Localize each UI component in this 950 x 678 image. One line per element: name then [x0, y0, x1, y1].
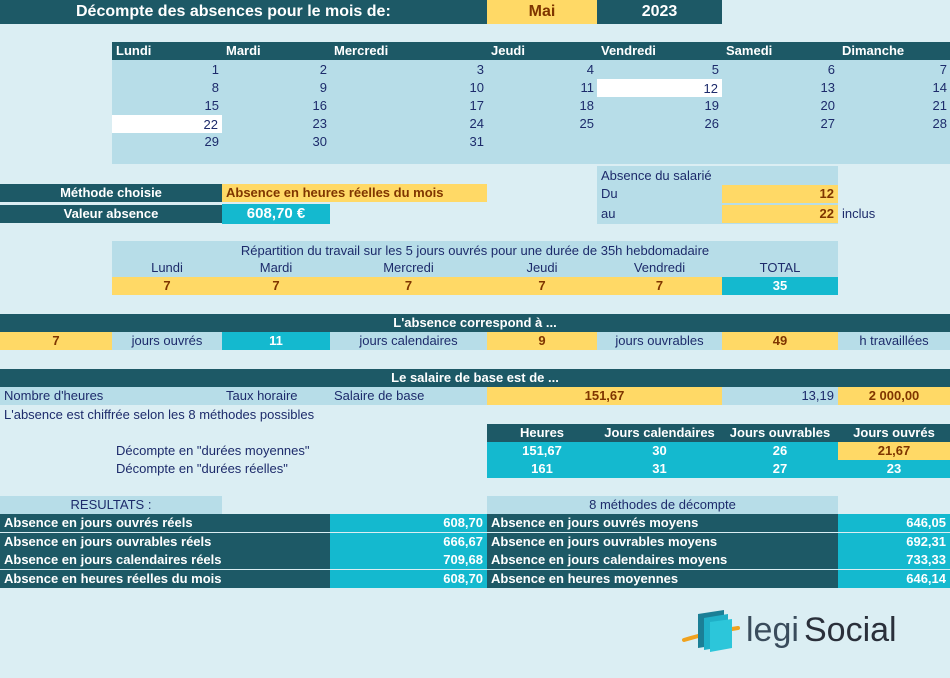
hours-value: 151,67 — [487, 387, 722, 405]
result-left-label: Absence en jours ouvrables réels — [0, 533, 330, 551]
count-header-2: Jours ouvrables — [722, 424, 838, 442]
calendar-day[interactable]: 20 — [820, 98, 835, 113]
distribution-title: Répartition du travail sur les 5 jours ouvrés pour une durée de 35h hebdomadaire — [240, 243, 710, 258]
calendar-day[interactable]: 15 — [204, 98, 219, 113]
result-right-value: 733,33 — [838, 551, 950, 569]
inclusive-label: inclus — [842, 206, 876, 221]
result-right-value: 646,05 — [838, 514, 950, 532]
correspondence-title: L'absence correspond à ... — [0, 314, 950, 332]
calendar-day[interactable] — [838, 133, 950, 151]
count-value: 23 — [838, 460, 950, 478]
distribution-header-1: Mardi — [259, 260, 293, 275]
result-left-label: Absence en jours ouvrés réels — [0, 514, 330, 532]
calendar-day[interactable]: 19 — [704, 98, 719, 113]
calendar-day[interactable]: 10 — [469, 80, 484, 95]
from-label: Du — [601, 186, 618, 201]
count-value: 30 — [597, 442, 722, 460]
logo-icon — [680, 606, 750, 654]
calendar-day[interactable] — [597, 133, 722, 151]
methods-title: 8 méthodes de décompte — [487, 496, 838, 514]
calendar-day[interactable]: 21 — [932, 98, 947, 113]
calendar-days-value: 11 — [222, 332, 330, 350]
count-row-label: Décompte en "durées moyennes" — [116, 443, 310, 458]
hours-worked-label: h travaillées — [838, 332, 950, 350]
calendar-day[interactable]: 28 — [932, 116, 947, 131]
calendar-day[interactable]: 6 — [827, 62, 835, 77]
distribution-value-5: 35 — [722, 277, 838, 295]
working-days-label: jours ouvrables — [597, 332, 722, 350]
calendar-day[interactable]: 29 — [204, 134, 219, 149]
page-title: Décompte des absences pour le mois de: — [76, 2, 487, 22]
method-label: Méthode choisie — [0, 184, 222, 202]
result-left-value: 608,70 — [330, 570, 487, 588]
absence-value-label: Valeur absence — [0, 205, 222, 223]
distribution-header-2: Mercredi — [383, 260, 434, 275]
absence-value: 608,70 € — [222, 204, 330, 224]
worked-days-value: 7 — [0, 332, 112, 350]
count-header-3: Jours ouvrés — [838, 424, 950, 442]
calendar-header-0: Lundi — [112, 42, 222, 60]
logo-text-legi: legi — [746, 611, 799, 649]
result-left-label: Absence en heures réelles du mois — [0, 570, 330, 588]
calendar-day[interactable]: 27 — [820, 116, 835, 131]
calendar-day[interactable]: 3 — [476, 62, 484, 77]
distribution-value-0[interactable]: 7 — [112, 277, 222, 295]
count-header-1: Jours calendaires — [597, 424, 722, 442]
calendar-header-5: Samedi — [722, 42, 838, 60]
calendar-day[interactable]: 14 — [932, 80, 947, 95]
calendar-day[interactable]: 16 — [312, 98, 327, 113]
to-label: au — [601, 206, 616, 221]
to-value[interactable]: 22 — [722, 205, 838, 223]
count-header-0: Heures — [487, 424, 597, 442]
calendar-day[interactable]: 30 — [312, 134, 327, 149]
employee-absence-title: Absence du salarié — [601, 168, 712, 183]
count-row-label: Décompte en "durées réelles" — [116, 461, 288, 476]
calendar-day[interactable]: 24 — [469, 116, 484, 131]
month-cell[interactable]: Mai — [487, 0, 597, 24]
count-value: 27 — [722, 460, 838, 478]
calendar-header-2: Mercredi — [330, 42, 487, 60]
calendar-day[interactable]: 22 — [112, 115, 222, 133]
result-right-label: Absence en heures moyennes — [487, 570, 838, 588]
count-value: 151,67 — [487, 442, 597, 460]
result-right-value: 646,14 — [838, 570, 950, 588]
calendar-day[interactable]: 26 — [704, 116, 719, 131]
count-value: 31 — [597, 460, 722, 478]
logo-text-social: Social — [804, 611, 897, 649]
calendar-header-1: Mardi — [222, 42, 330, 60]
calendar-day[interactable]: 2 — [319, 62, 327, 77]
result-right-label: Absence en jours ouvrés moyens — [487, 514, 838, 532]
distribution-header-0: Lundi — [151, 260, 183, 275]
worked-days-label: jours ouvrés — [112, 332, 222, 350]
distribution-header-4: Vendredi — [633, 260, 686, 275]
calendar-day[interactable]: 23 — [312, 116, 327, 131]
distribution-value-4[interactable]: 7 — [597, 277, 722, 295]
calendar-header-4: Vendredi — [597, 42, 722, 60]
calendar-day[interactable]: 9 — [319, 80, 327, 95]
distribution-header-3: Jeudi — [526, 260, 558, 275]
calendar-day[interactable] — [722, 133, 838, 151]
result-left-label: Absence en jours calendaires réels — [0, 551, 330, 569]
result-right-value: 692,31 — [838, 533, 950, 551]
base-salary-label: Salaire de base — [334, 388, 425, 403]
calendar-day[interactable]: 5 — [711, 62, 719, 77]
calendar-day[interactable]: 13 — [820, 80, 835, 95]
rate-label: Taux horaire — [226, 388, 298, 403]
year-cell[interactable]: 2023 — [597, 0, 722, 24]
hours-label: Nombre d'heures — [4, 388, 104, 403]
count-value: 21,67 — [838, 442, 950, 460]
calendar-day[interactable] — [487, 133, 597, 151]
result-right-label: Absence en jours calendaires moyens — [487, 551, 838, 569]
calendar-day[interactable]: 31 — [469, 134, 484, 149]
working-days-value: 9 — [487, 332, 597, 350]
distribution-value-3[interactable]: 7 — [487, 277, 597, 295]
calendar-header-6: Dimanche — [838, 42, 950, 60]
calendar-day[interactable]: 25 — [579, 116, 594, 131]
calendar-day[interactable]: 1 — [211, 62, 219, 77]
calendar-header-3: Jeudi — [487, 42, 597, 60]
salary-title: Le salaire de base est de ... — [0, 369, 950, 387]
calendar-day[interactable]: 12 — [597, 79, 722, 97]
result-right-label: Absence en jours ouvrables moyens — [487, 533, 838, 551]
method-value[interactable]: Absence en heures réelles du mois — [222, 184, 487, 202]
hours-worked-value: 49 — [722, 332, 838, 350]
count-value: 161 — [487, 460, 597, 478]
calendar-day[interactable]: 11 — [580, 80, 594, 95]
distribution-header-5: TOTAL — [759, 260, 801, 275]
base-salary-value[interactable]: 2 000,00 — [838, 387, 950, 405]
result-left-value: 666,67 — [330, 533, 487, 551]
calendar-day[interactable]: 18 — [579, 98, 594, 113]
legisocial-logo — [680, 606, 920, 654]
count-value: 26 — [722, 442, 838, 460]
from-value[interactable]: 12 — [722, 185, 838, 203]
distribution-value-1[interactable]: 7 — [222, 277, 330, 295]
calendar-day[interactable]: 4 — [586, 62, 594, 77]
calendar-days-label: jours calendaires — [330, 332, 487, 350]
distribution-value-2[interactable]: 7 — [330, 277, 487, 295]
rate-value: 13,19 — [722, 387, 838, 405]
result-left-value: 709,68 — [330, 551, 487, 569]
calendar-day[interactable]: 7 — [939, 62, 947, 77]
result-left-value: 608,70 — [330, 514, 487, 532]
methods-note: L'absence est chiffrée selon les 8 méthodes possibles — [4, 407, 315, 422]
calendar-day[interactable]: 17 — [469, 98, 484, 113]
results-title: RESULTATS : — [0, 496, 222, 514]
calendar-day[interactable]: 8 — [211, 80, 219, 95]
